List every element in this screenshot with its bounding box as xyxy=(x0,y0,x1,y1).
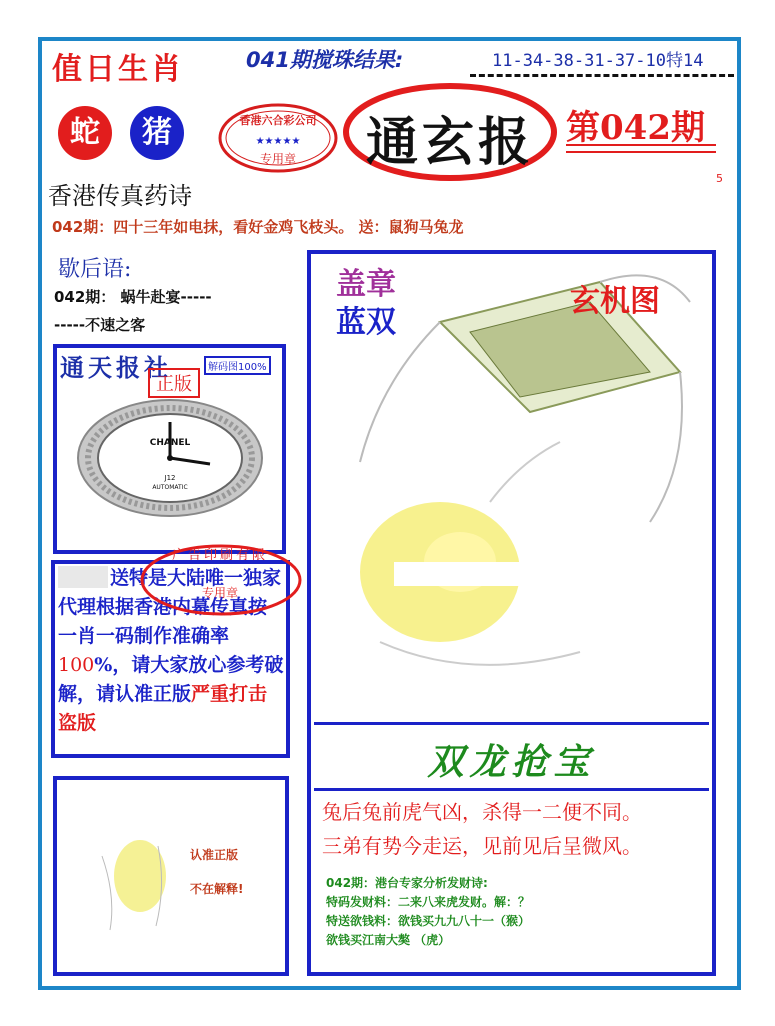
info-line-3: 特送欲钱料：欲钱买九九八十一（猴） xyxy=(326,914,531,928)
watch-image xyxy=(74,394,266,518)
main-box-divider-2 xyxy=(314,788,709,791)
small-box-image xyxy=(96,826,176,936)
zodiac-title: 值日生肖 xyxy=(52,52,184,87)
notice-warning: 严重打击盗版 xyxy=(58,683,268,734)
xiehouyu-line-1: 042期： 蜗牛赴宴----- xyxy=(54,288,212,306)
paper-name: 通玄报 xyxy=(365,112,534,173)
info-line-2: 特码发财料：二来八来虎发财。解：？ xyxy=(326,895,531,909)
zodiac-pig-badge: 猪 xyxy=(130,106,184,160)
riddle-poem-line-2: 三弟有势今走运，见前见后呈微风。 xyxy=(322,834,642,858)
seal-text: 香港六合彩公司 xyxy=(239,114,317,127)
picture-caption: 双龙抢宝 xyxy=(427,741,596,783)
prev-issue-label: 041期搅珠结果: xyxy=(246,48,404,72)
small-box-line-2: 不在解释! xyxy=(190,882,244,896)
poem-heading: 香港传真药诗 xyxy=(48,182,192,210)
side-mark: 5 xyxy=(716,172,723,185)
watch-auto-label: AUTOMATIC xyxy=(152,484,188,491)
small-box-line-1: 认准正版 xyxy=(190,848,239,862)
clock-box-title: 通天报社 xyxy=(60,353,172,382)
notice-text-cont: %，请大家放心参考破解，请认准正版 xyxy=(58,654,284,705)
notice-rate: 100 xyxy=(58,654,95,676)
riddle-poem-line-1: 兔后兔前虎气凶，杀得一二便不同。 xyxy=(322,800,642,824)
main-left-label-1: 盖章 xyxy=(336,267,396,302)
seal-subtext: 专用章 xyxy=(259,152,296,166)
issue-underline-2 xyxy=(566,151,716,153)
prev-result: 11-34-38-31-37-10特14 xyxy=(492,51,704,71)
main-box-divider-1 xyxy=(314,722,709,725)
notice-text-main: 送特是大陆唯一独家代理根据香港内幕传真按一肖一码制作准确率 xyxy=(58,567,282,647)
info-line-1: 042期：港台专家分析发财诗: xyxy=(326,876,488,890)
watch-model: J12 xyxy=(164,474,176,482)
red-stamp-mid: 专用章 xyxy=(201,586,238,600)
xiehouyu-line-2: -----不速之客 xyxy=(54,316,146,334)
svg-text:★★★★★: ★★★★★ xyxy=(255,136,301,147)
main-right-label: 玄机图 xyxy=(570,284,660,319)
info-line-4: 欲钱买江南大獒 （虎） xyxy=(326,933,451,947)
decode-badge: 解码图100% xyxy=(204,356,271,375)
genuine-stamp: 正版 xyxy=(148,368,200,398)
result-underline xyxy=(470,74,734,77)
issue-underline-1 xyxy=(566,144,716,146)
xiehouyu-heading: 歇后语: xyxy=(58,257,132,282)
poem-line: 042期：四十三年如电抹，看好金鸡飞枝头。 送：鼠狗马兔龙 xyxy=(52,218,464,236)
issue-number: 第042期 xyxy=(566,108,705,148)
watch-brand: CHANEL xyxy=(149,438,191,448)
red-stamp-top: 广告印刷有限 xyxy=(171,548,268,563)
main-left-label-2: 蓝双 xyxy=(336,305,396,340)
zodiac-snake-badge: 蛇 xyxy=(58,106,112,160)
